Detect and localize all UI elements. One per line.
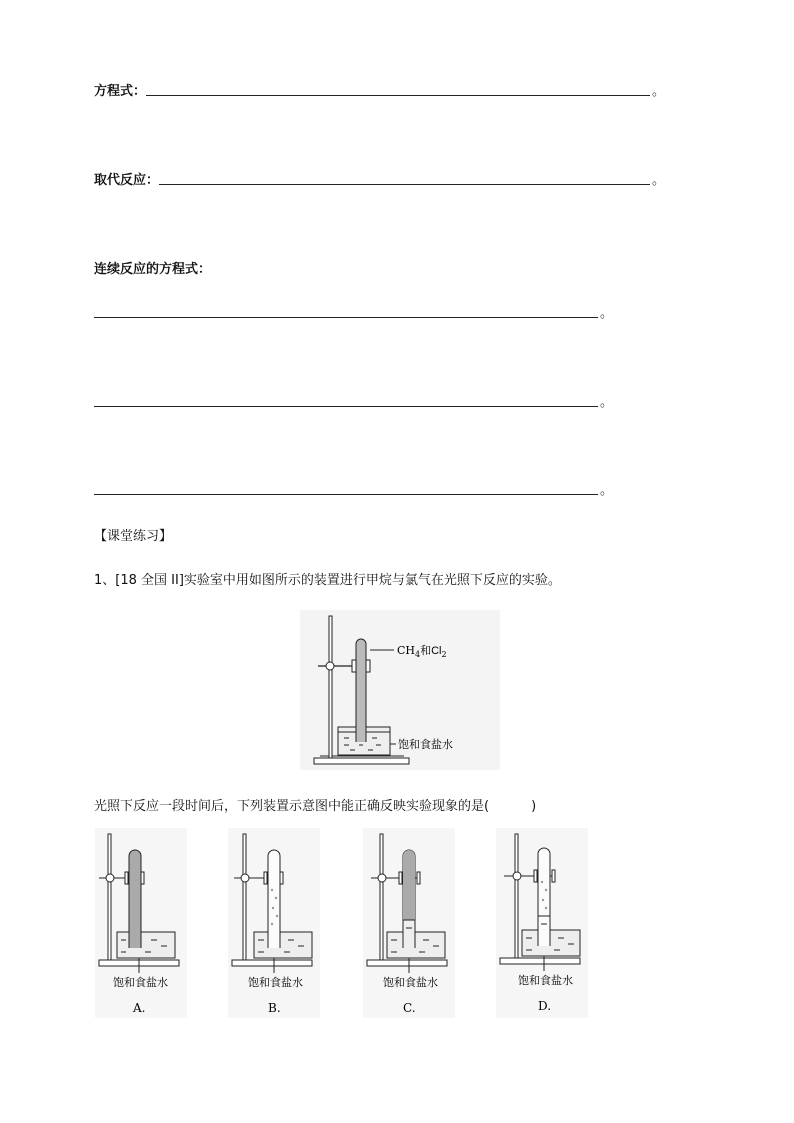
continuous-blank-2[interactable] [94,406,598,407]
stand-rod [243,834,246,960]
option-a-figure [95,828,187,1018]
test-tube [268,850,280,948]
option-d-letter[interactable]: D. [538,999,552,1013]
clamp-knob [106,874,114,882]
option-a-liquid-label: 饱和食盐水 [113,976,168,989]
option-b-figure [228,828,320,1018]
stand-rod [108,834,111,960]
stand-rod [329,616,332,758]
continuous-blank-1[interactable] [94,317,598,318]
stand-rod [515,834,518,958]
clamp-jaw-left [399,872,402,884]
option-b-liquid-label: 饱和食盐水 [248,976,303,989]
gas-portion [403,850,415,920]
continuous-blank-3[interactable] [94,494,598,495]
option-b-letter[interactable]: B. [268,1001,281,1015]
clamp-knob [241,874,249,882]
equation-blank[interactable] [146,95,650,96]
clamp-jaw-left [125,872,128,884]
substitution-label: 取代反应： [94,173,160,188]
test-tube [129,850,141,948]
continuous-label: 连续反应的方程式： [94,262,212,277]
question-close: ) [531,799,537,814]
clamp-knob [326,662,334,670]
test-tube [356,639,366,742]
stand-base [500,958,580,964]
clamp-jaw-right [552,870,555,882]
clamp-knob [378,874,386,882]
substitution-row [94,169,665,188]
period-mark: 。 [600,395,614,410]
equation-row [94,80,665,99]
question-1-text: 1、[18 全国 II]实验室中用如图所示的装置进行甲烷与氯气在光照下反应的实验。 [94,573,561,588]
option-d-figure [496,828,588,1018]
clamp-jaw-left [264,872,267,884]
stand-base [367,960,447,966]
equation-label: 方程式： [94,84,147,99]
clamp-jaw-right [417,872,420,884]
option-d-liquid-label: 饱和食盐水 [518,974,573,987]
stand-base [314,758,409,764]
substitution-blank[interactable] [159,184,650,185]
period-mark: 。 [652,84,666,99]
stand-rod [380,834,383,960]
continuous-row-1 [94,302,613,321]
continuous-row-3 [94,479,613,498]
gas-label: $CH_4$和$Cl_2$ [397,644,447,659]
option-c-liquid-label: 饱和食盐水 [383,976,438,989]
test-tube [538,848,550,946]
stand-base [232,960,312,966]
clamp-jaw-left [534,870,537,882]
liquid-label: 饱和食盐水 [398,738,453,751]
option-c-figure [363,828,455,1018]
period-mark: 。 [600,306,614,321]
clamp-jaw-right [366,660,370,672]
clamp-jaw-left [352,660,356,672]
question-body: 光照下反应一段时间后，下列装置示意图中能正确反映实验现象的是( [94,799,490,814]
trough [254,932,312,958]
question-text [94,795,536,814]
option-c-letter[interactable]: C. [403,1001,416,1015]
trough [117,932,175,958]
main-apparatus-figure [300,610,500,770]
section-title: 【课堂练习】 [94,529,173,544]
continuous-row-2 [94,391,613,410]
period-mark: 。 [600,483,614,498]
period-mark: 。 [652,173,666,188]
trough [387,932,445,958]
clamp-knob [513,872,521,880]
trough [522,930,580,956]
option-a-letter[interactable]: A. [133,1001,146,1015]
